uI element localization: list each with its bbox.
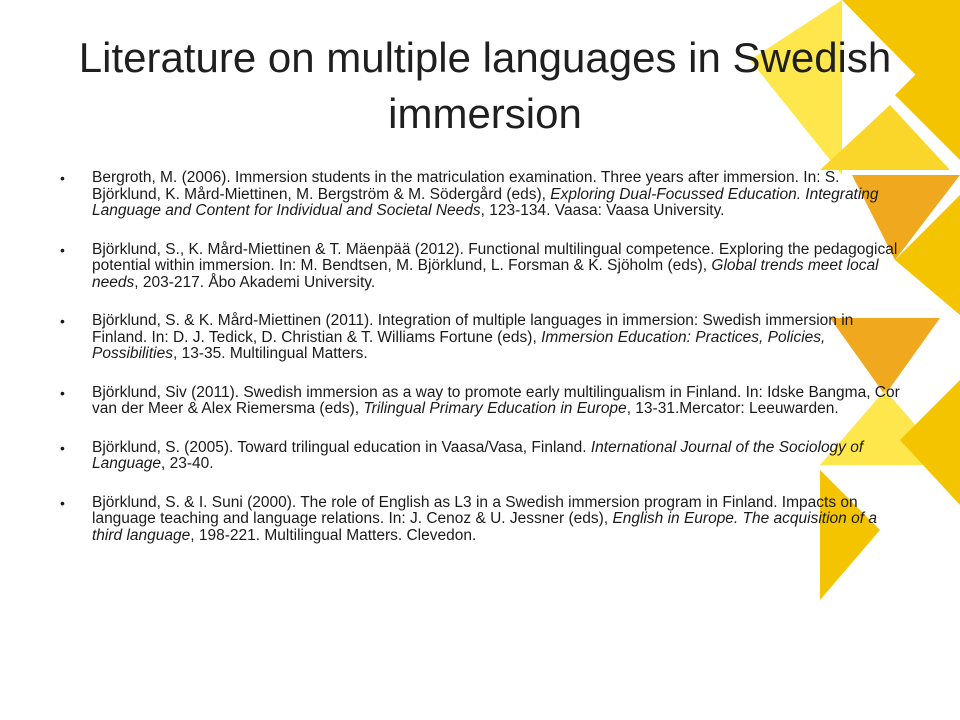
- reference-title: Global trends meet local needs: [92, 257, 879, 291]
- reference-text: Björklund, Siv (2011). Swedish immersion as a way to promote early multilingualism in Finland. In: Idske Bangma, Cor van der Meer & Alex Riemersma (eds),: [92, 383, 900, 417]
- reference-item: [60, 440, 908, 473]
- reference-text: , 23-40.: [160, 455, 214, 472]
- bullet-icon: •: [60, 494, 65, 511]
- reference-text: , 203-217. Åbo Akademi University.: [134, 273, 376, 291]
- bullet-icon: •: [60, 170, 65, 186]
- reference-text: Björklund, S. (2005). Toward trilingual education in Vaasa/Vasa, Finland.: [92, 438, 591, 456]
- reference-item: [60, 313, 908, 363]
- bullet-icon: •: [60, 439, 65, 456]
- reference-item: [60, 242, 908, 292]
- reference-text: Björklund, S. & I. Suni (2000). The role of English as L3 in a Swedish immersion program in Finland. Impacts on language teaching and language relations. In: J. Cenoz & U. Jessner (eds),: [92, 493, 858, 527]
- bullet-icon: •: [60, 241, 65, 258]
- reference-text: Bergroth, M. (2006). Immersion students in the matriculation examination. Three years after immersion. In: S. Björklund, K. Mård-Miettinen, M. Bergström & M. Södergård (eds),: [92, 169, 840, 203]
- reference-item: [60, 385, 908, 418]
- reference-title: Exploring Dual-Focussed Education. Integrating Language and Content for Individual and Societal Needs: [92, 185, 879, 219]
- reference-item: [60, 495, 908, 545]
- reference-text: Björklund, S., K. Mård-Miettinen & T. Mäenpää (2012). Functional multilingual competence. Exploring the pedagogical potential within immersion. In: M. Bendtsen, M. Björklund, L. Forsman & K. Sjöholm (eds),: [92, 240, 898, 274]
- reference-title: Immersion Education: Practices, Policies, Possibilities: [92, 328, 826, 362]
- reference-text: , 13-35. Multilingual Matters.: [172, 345, 368, 362]
- reference-text: , 198-221. Multilingual Matters. Clevedon.: [190, 526, 477, 544]
- reference-text: Björklund, S. & K. Mård-Miettinen (2011). Integration of multiple languages in immersion: Swedish immersion in Finland. In: D. J. Tedick, D. Christian & T. Williams Fortune (eds),: [92, 312, 854, 346]
- reference-text: , 13-31.Mercator: Leeuwarden.: [626, 400, 839, 417]
- page-title: Literature on multiple languages in Swedish immersion: [78, 34, 892, 137]
- reference-text: , 123-134. Vaasa: Vaasa University.: [480, 202, 725, 219]
- reference-title: Trilingual Primary Education in Europe: [363, 400, 627, 417]
- reference-item: [60, 170, 908, 220]
- bullet-icon: •: [60, 384, 65, 401]
- reference-title: English in Europe. The acquisition of a third language: [92, 510, 877, 544]
- triangle-shape: [900, 380, 960, 505]
- reference-list: [60, 170, 908, 566]
- reference-title: International Journal of the Sociology of Language: [92, 438, 864, 472]
- bullet-icon: •: [60, 313, 65, 329]
